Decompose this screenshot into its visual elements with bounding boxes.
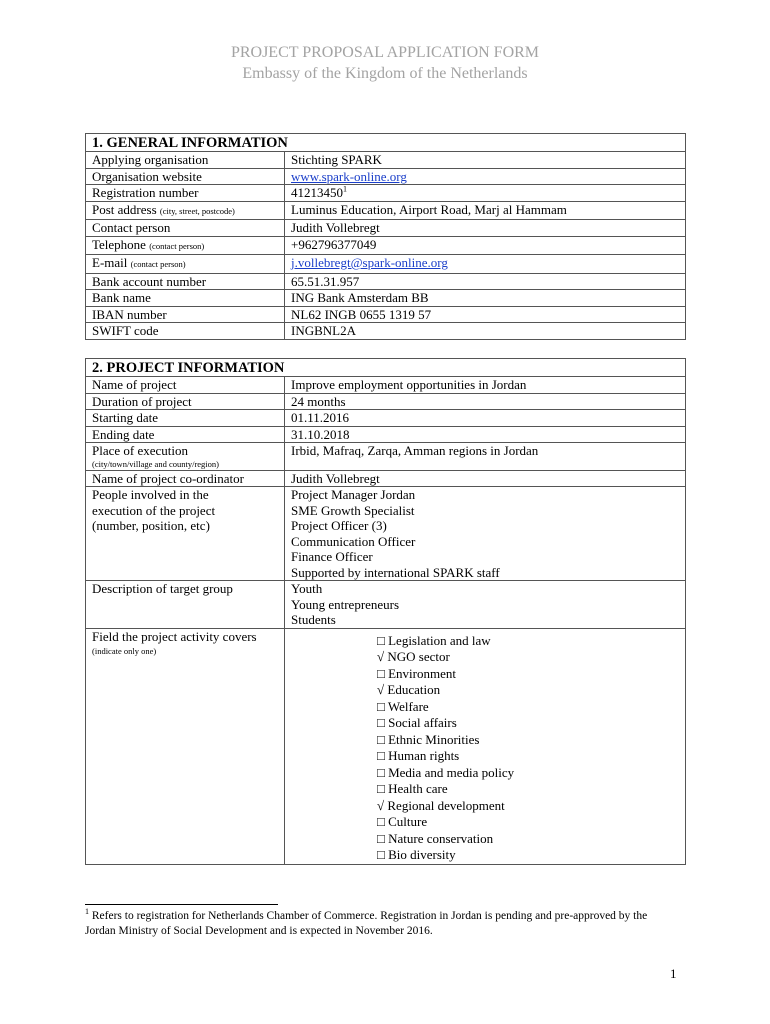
footnote-text: Refers to registration for Netherlands Chamber of Commerce. Registration in Jordan is pending and pre-approved by the Jordan Ministry of Social Development and is expected in November 2016. bbox=[85, 910, 648, 937]
row-value-link[interactable]: j.vollebregt@spark-online.org bbox=[291, 255, 448, 270]
field-option: √ NGO sector bbox=[377, 649, 450, 664]
target-group-item: Students bbox=[291, 612, 336, 627]
field-option: □ Human rights bbox=[377, 748, 460, 763]
row-value bbox=[285, 185, 686, 202]
field-option: √ Education bbox=[377, 682, 441, 697]
table-row bbox=[86, 152, 686, 169]
row-label-text: IBAN number bbox=[92, 306, 167, 322]
footnote bbox=[85, 909, 675, 939]
field-option: □ Nature conservation bbox=[377, 830, 494, 846]
row-value-text: Judith Vollebregt bbox=[291, 220, 380, 235]
table-row bbox=[86, 236, 686, 255]
field-option: □ Bio diversity bbox=[377, 847, 456, 862]
field-option: √ Regional development bbox=[377, 797, 505, 813]
field-option: □ Health care bbox=[377, 781, 448, 796]
row-label: Name of project bbox=[86, 377, 285, 394]
row-value-text: INGBNL2A bbox=[291, 323, 356, 338]
row-label bbox=[86, 628, 285, 864]
row-value: Irbid, Mafraq, Zarqa, Amman regions in Jordan bbox=[285, 443, 686, 471]
row-label bbox=[86, 220, 285, 237]
row-label-text: Bank account number bbox=[92, 273, 207, 289]
table-row bbox=[86, 470, 686, 487]
row-value bbox=[285, 152, 686, 169]
row-value bbox=[285, 201, 686, 220]
row-value bbox=[285, 290, 686, 307]
project-information-table bbox=[85, 358, 686, 865]
table-row bbox=[86, 377, 686, 394]
row-label bbox=[86, 323, 285, 340]
field-checkbox-list bbox=[285, 628, 686, 864]
table-row bbox=[86, 255, 686, 274]
row-label bbox=[86, 168, 285, 185]
row-value: Judith Vollebregt bbox=[285, 470, 686, 487]
row-label-text: Bank name bbox=[92, 290, 151, 305]
target-group-item: Young entrepreneurs bbox=[291, 596, 400, 612]
row-value bbox=[285, 323, 686, 340]
people-label-line: execution of the project bbox=[92, 502, 216, 518]
table-row bbox=[86, 323, 686, 340]
row-label-text: Telephone bbox=[92, 236, 146, 252]
row-value bbox=[285, 220, 686, 237]
row-label-text: Registration number bbox=[92, 185, 199, 200]
row-label: Description of target group bbox=[86, 581, 285, 629]
people-value-line: Finance Officer bbox=[291, 549, 373, 564]
row-value: 24 months bbox=[285, 393, 686, 410]
row-value bbox=[285, 306, 686, 323]
row-value bbox=[285, 273, 686, 290]
target-group-item: Youth bbox=[291, 581, 323, 596]
row-value-link[interactable]: www.spark-online.org bbox=[291, 168, 407, 184]
row-label: Duration of project bbox=[86, 393, 285, 410]
row-value-text: Luminus Education, Airport Road, Marj al Hammam bbox=[291, 201, 567, 217]
footnote-mark: 1 bbox=[85, 907, 89, 917]
table-row bbox=[86, 410, 686, 427]
field-option: □ Culture bbox=[377, 814, 428, 829]
footnote-reference: 1 bbox=[343, 184, 347, 194]
people-value-line: SME Growth Specialist bbox=[291, 502, 415, 518]
row-label-text: SWIFT code bbox=[92, 323, 159, 338]
row-label bbox=[86, 185, 285, 202]
row-label bbox=[86, 306, 285, 323]
general-information-table bbox=[85, 133, 686, 340]
table-row bbox=[86, 168, 686, 185]
field-hint: (indicate only one) bbox=[92, 646, 157, 656]
people-label-line: (number, position, etc) bbox=[92, 518, 210, 533]
row-label-text: E-mail bbox=[92, 255, 128, 270]
table-row bbox=[86, 185, 686, 202]
place-label: Place of execution bbox=[92, 443, 189, 458]
field-option: □ Environment bbox=[377, 665, 456, 681]
row-label: Ending date bbox=[86, 426, 285, 443]
table-row bbox=[86, 220, 686, 237]
row-label: Starting date bbox=[86, 410, 285, 427]
row-label bbox=[86, 290, 285, 307]
field-option: □ Legislation and law bbox=[377, 632, 491, 648]
row-value bbox=[285, 487, 686, 581]
people-label-line: People involved in the bbox=[92, 487, 209, 502]
row-label bbox=[86, 152, 285, 169]
field-label: Field the project activity covers bbox=[92, 628, 257, 644]
table-row bbox=[86, 581, 686, 629]
table-row bbox=[86, 426, 686, 443]
section-heading: 1. GENERAL INFORMATION bbox=[86, 134, 686, 152]
form-title: PROJECT PROPOSAL APPLICATION FORM bbox=[230, 44, 540, 61]
row-label bbox=[86, 443, 285, 471]
table-row bbox=[86, 273, 686, 290]
row-label bbox=[86, 273, 285, 290]
row-value bbox=[285, 255, 686, 274]
row-value: Improve employment opportunities in Jordan bbox=[285, 377, 686, 394]
footnote-divider bbox=[85, 904, 278, 905]
row-label bbox=[86, 201, 285, 220]
row-label-hint: (city, street, postcode) bbox=[159, 205, 235, 216]
table-row bbox=[86, 487, 686, 581]
row-value-text: NL62 INGB 0655 1319 57 bbox=[291, 306, 432, 322]
row-value bbox=[285, 581, 686, 629]
row-label-text: Post address bbox=[92, 201, 157, 217]
field-option: □ Social affairs bbox=[377, 715, 457, 730]
table-row bbox=[86, 306, 686, 323]
table-row bbox=[86, 393, 686, 410]
row-value bbox=[285, 168, 686, 185]
page-number: 1 bbox=[670, 966, 677, 981]
row-value: 31.10.2018 bbox=[285, 426, 686, 443]
people-value-line: Supported by international SPARK staff bbox=[291, 564, 500, 580]
row-value bbox=[285, 236, 686, 255]
place-hint: (city/town/village and county/region) bbox=[92, 458, 219, 469]
row-label-text: Organisation website bbox=[92, 168, 202, 184]
row-label-text: Contact person bbox=[92, 220, 171, 235]
row-value-text: +962796377049 bbox=[291, 236, 377, 252]
row-value-text: ING Bank Amsterdam BB bbox=[291, 290, 429, 305]
field-option: □ Ethnic Minorities bbox=[377, 731, 480, 747]
row-value-text: 65.51.31.957 bbox=[291, 273, 360, 289]
row-label: Name of project co-ordinator bbox=[86, 470, 285, 487]
table-row bbox=[86, 443, 686, 471]
row-value-text: 41213450 bbox=[291, 185, 343, 200]
row-label-text: Applying organisation bbox=[92, 152, 209, 167]
row-label-hint: (contact person) bbox=[130, 259, 186, 269]
row-label bbox=[86, 236, 285, 255]
row-label bbox=[86, 487, 285, 581]
table-row bbox=[86, 290, 686, 307]
people-value-line: Project Manager Jordan bbox=[291, 487, 416, 502]
row-label-hint: (contact person) bbox=[149, 240, 205, 251]
row-value: 01.11.2016 bbox=[285, 410, 686, 427]
form-subtitle: Embassy of the Kingdom of the Netherlands bbox=[242, 65, 528, 82]
people-value-line: Project Officer (3) bbox=[291, 518, 387, 533]
row-value-text: Stichting SPARK bbox=[291, 152, 382, 167]
table-row bbox=[86, 201, 686, 220]
row-label bbox=[86, 255, 285, 274]
field-option: □ Media and media policy bbox=[377, 764, 515, 780]
section-heading: 2. PROJECT INFORMATION bbox=[86, 359, 686, 377]
table-row bbox=[86, 628, 686, 864]
people-value-line: Communication Officer bbox=[291, 533, 416, 549]
field-option: □ Welfare bbox=[377, 698, 429, 714]
document-header bbox=[0, 42, 770, 84]
